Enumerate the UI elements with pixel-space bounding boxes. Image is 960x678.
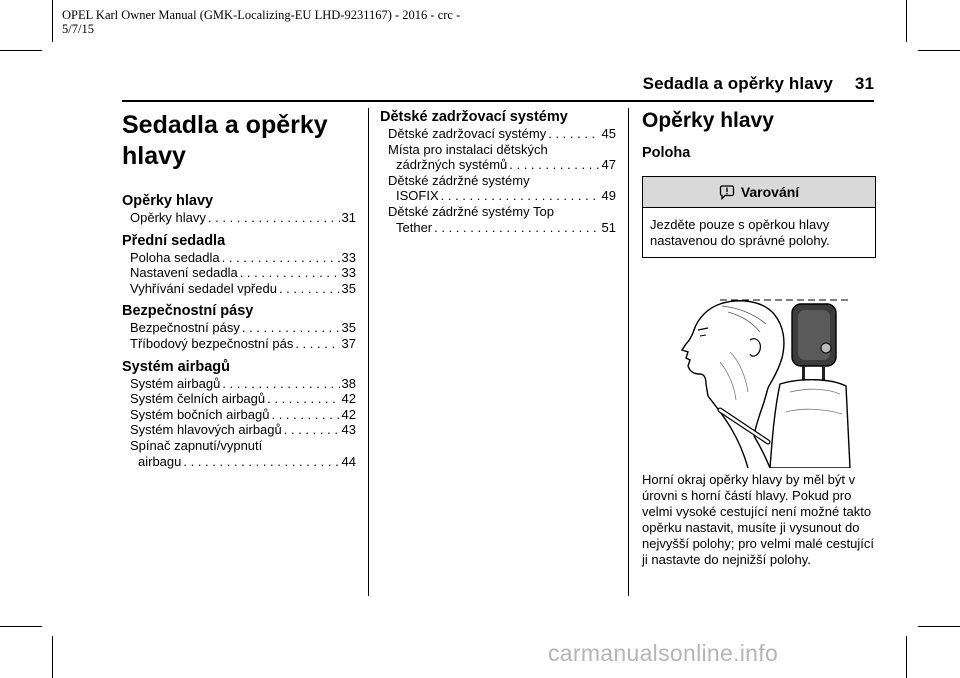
toc-entry-text: Dětské zadržovací systémy: [388, 126, 547, 141]
running-header-title: Sedadla a opěrky hlavy: [642, 74, 833, 93]
toc-heading: Systém airbagů: [122, 358, 230, 375]
toc-heading: Dětské zadržovací systémy: [380, 109, 568, 125]
dot-leader: [240, 265, 340, 281]
crop-mark: [918, 626, 960, 627]
dot-leader: [242, 320, 340, 336]
warning-icon: [719, 184, 735, 200]
toc-entry[interactable]: [122, 265, 356, 281]
dot-leader: [284, 422, 340, 438]
toc-section: [122, 302, 356, 351]
toc-entry-text: Spínač zapnutí/vypnutí: [130, 437, 263, 453]
toc-column-2: [380, 108, 616, 235]
head-restraint-illustration: [650, 292, 866, 468]
toc-entry-text: Vyhřívání sedadel vpředu: [130, 280, 277, 296]
dot-leader: [295, 336, 339, 352]
toc-entry[interactable]: [122, 422, 356, 438]
dot-leader: [183, 454, 339, 470]
toc-entry[interactable]: [122, 281, 356, 297]
toc-entry[interactable]: [380, 142, 616, 173]
dot-leader: [208, 210, 340, 226]
content-column: [642, 104, 876, 258]
toc-entry-text-cont: Tether: [396, 219, 433, 235]
toc-entry-page: 51: [601, 219, 616, 235]
toc-entry-page: 43: [341, 422, 356, 438]
dot-leader: [441, 188, 600, 204]
toc-entry[interactable]: [122, 407, 356, 423]
toc-entry-text-cont: airbagu: [138, 453, 182, 469]
toc-entry-page: 49: [601, 188, 616, 204]
toc-entry-text: Tříbodový bezpečnostní pás: [130, 335, 294, 351]
toc-entry-text-cont: zádržných systémů: [396, 157, 508, 173]
toc-entry-text: Místa pro instalaci dětských: [388, 141, 548, 157]
dot-leader: [548, 126, 599, 142]
chapter-title-line-2: hlavy: [122, 142, 186, 170]
toc-entry[interactable]: [122, 376, 356, 392]
header-rule: [122, 100, 874, 102]
crop-mark: [52, 0, 53, 42]
toc-entry[interactable]: [380, 126, 616, 142]
toc-entry[interactable]: [380, 173, 616, 204]
watermark: carmanualsonline.info: [548, 640, 779, 666]
subsection-title: Poloha: [642, 145, 691, 161]
chapter-title-line-1: Sedadla a opěrky: [122, 111, 328, 139]
toc-entry-page: 35: [341, 320, 356, 336]
toc-entry[interactable]: [122, 438, 356, 469]
toc-section: [122, 358, 356, 470]
meta-line-1: OPEL Karl Owner Manual (GMK-Localizing-EU LHD-9231167) - 2016 - crc -: [62, 8, 461, 22]
toc-entry-page: 42: [341, 406, 356, 422]
section-title: Opěrky hlavy: [642, 109, 774, 132]
toc-entry[interactable]: [122, 336, 356, 352]
toc-entry-page: 42: [341, 391, 356, 407]
chapter-title: [122, 110, 356, 172]
toc-entry-text: Systém čelních airbagů: [130, 391, 266, 407]
toc-entry-page: 31: [341, 210, 356, 225]
warning-header: [643, 177, 875, 208]
column-divider: [628, 108, 629, 596]
toc-entry-text: Opěrky hlavy: [130, 210, 206, 225]
dot-leader: [222, 250, 340, 266]
column-divider: [368, 108, 369, 596]
toc-heading: Bezpečnostní pásy: [122, 303, 254, 320]
crop-mark: [906, 636, 907, 678]
toc-entry-page: 37: [341, 335, 356, 351]
crop-mark: [52, 636, 53, 678]
crop-mark: [918, 50, 960, 51]
dot-leader: [279, 281, 340, 297]
warning-box: [642, 176, 876, 258]
toc-entry[interactable]: [122, 210, 356, 226]
toc-entry-page: 45: [601, 126, 616, 141]
warning-title: Varování: [740, 184, 800, 200]
toc-entry-text-cont: ISOFIX: [396, 188, 439, 204]
dot-leader: [222, 376, 339, 392]
toc-section: [122, 232, 356, 297]
toc-column-1: [122, 104, 356, 473]
meta-line-2: 5/7/15: [62, 22, 94, 36]
crop-mark: [0, 50, 42, 51]
toc-entry-page: 47: [601, 157, 616, 173]
toc-entry-text: Bezpečnostní pásy: [130, 320, 240, 336]
toc-section: [122, 192, 356, 226]
crop-mark: [0, 626, 42, 627]
dot-leader: [271, 407, 339, 423]
document-meta: [62, 8, 502, 36]
dot-leader: [434, 220, 599, 236]
figure-caption: Horní okraj opěrky hlavy by měl být v úrovni s horní částí hlavy. Pokud pro velmi vysoké cestující není možné takto opěrku nastavit, musíte ji vysunout do nejvyšší polohy; pro velmi malé cestující ji nastavte do nejnižší polohy.: [642, 472, 874, 567]
toc-entry-page: 33: [341, 249, 356, 265]
dot-leader: [509, 157, 599, 173]
toc-entry-page: 44: [341, 453, 356, 469]
toc-entry-text: Systém hlavových airbagů: [130, 422, 282, 438]
toc-entry-text: Dětské zádržné systémy: [388, 172, 530, 188]
toc-entry[interactable]: [122, 391, 356, 407]
toc-entry-page: 38: [341, 375, 356, 391]
toc-entry[interactable]: [380, 204, 616, 235]
toc-entry-text: Poloha sedadla: [130, 249, 220, 265]
warning-text: Jezděte pouze s opěrkou hlavy nastavenou do správné polohy.: [650, 217, 830, 248]
dot-leader: [267, 391, 339, 407]
toc-entry[interactable]: [122, 320, 356, 336]
toc-entry-page: 35: [341, 280, 356, 296]
toc-entry-text: Nastavení sedadla: [130, 265, 238, 281]
toc-entry-text: Dětské zádržné systémy Top: [388, 203, 554, 219]
toc-entry[interactable]: [122, 250, 356, 266]
toc-entry-text: Systém bočních airbagů: [130, 406, 270, 422]
toc-heading: Přední sedadla: [122, 232, 226, 249]
toc-heading: Opěrky hlavy: [122, 193, 214, 209]
toc-entry-page: 33: [341, 265, 356, 281]
page-number: 31: [854, 74, 874, 93]
toc-entry-text: Systém airbagů: [130, 375, 221, 391]
running-header: [643, 74, 874, 94]
crop-mark: [906, 0, 907, 42]
